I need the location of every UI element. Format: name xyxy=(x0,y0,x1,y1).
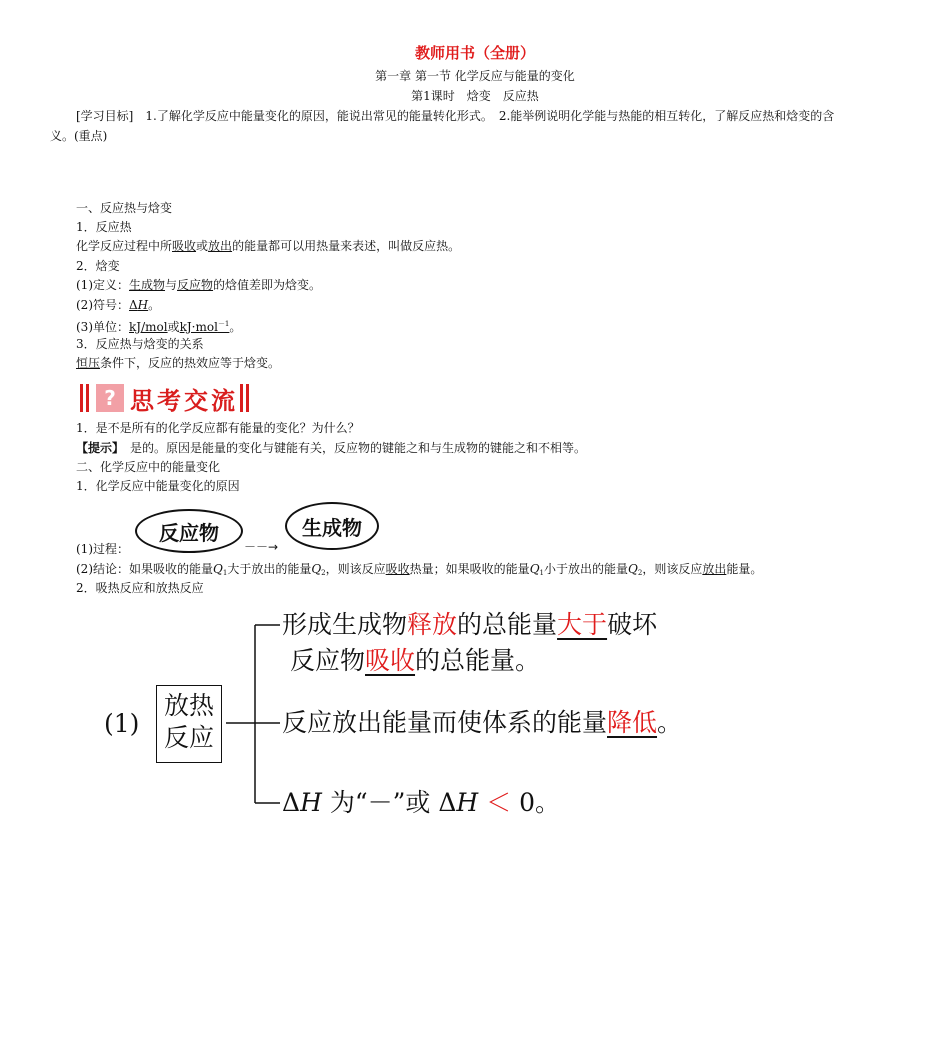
product-bubble: 生成物 xyxy=(285,502,379,550)
text: 的焓值差即为焓变。 xyxy=(213,278,322,292)
q-subscript: 1 xyxy=(539,569,544,577)
conclusion xyxy=(76,561,762,581)
text: 大于放出的能量 xyxy=(227,562,312,576)
text: 或 xyxy=(196,239,209,253)
unit-text: kJ·mol xyxy=(179,320,218,334)
text: 。 xyxy=(148,298,161,312)
answer-word: 降低 xyxy=(607,708,658,737)
text: 反应放出能量而使体系的能量 xyxy=(282,708,608,737)
banner-bar xyxy=(240,384,243,412)
text: 条件下，反应的热效应等于焓变。 xyxy=(100,356,281,370)
answer-blank: 放出 xyxy=(702,562,727,576)
box-line1: 放热 xyxy=(163,691,214,720)
answer-blank: 放出 xyxy=(208,239,233,253)
process-arrow: －－→ xyxy=(244,540,279,554)
text: 的能量都可以用热量来表述，叫做反应热。 xyxy=(232,239,461,253)
section1-item3-title: 3．反应热与焓变的关系 xyxy=(76,337,204,351)
question-mark-icon: ? xyxy=(96,384,124,412)
text: (2)符号： xyxy=(76,298,129,312)
text: 的总能量。 xyxy=(415,646,541,675)
unit-exponent: －1 xyxy=(217,320,230,328)
text: 反应物 xyxy=(290,646,366,675)
reaction-heat-definition xyxy=(76,238,460,254)
branch1-line2 xyxy=(290,645,540,677)
chapter-title: 第一章 第一节 化学反应与能量的变化 xyxy=(375,69,575,83)
text: 的总能量 xyxy=(457,610,558,639)
text: 热量；如果吸收的能量 xyxy=(409,562,530,576)
discussion-hint xyxy=(76,440,586,456)
text: (1)定义： xyxy=(76,278,129,292)
banner-bar xyxy=(246,384,249,412)
text: (2)结论：如果吸收的能量 xyxy=(76,562,213,576)
enthalpy-unit xyxy=(76,316,241,335)
banner-bar xyxy=(80,384,83,412)
answer-blank: kJ/mol xyxy=(129,320,168,334)
text: 能量。 xyxy=(726,562,763,576)
objectives-line1: [学习目标] 1.了解化学反应中能量变化的原因，能说出常见的能量转化形式。 2.能举例说明化学能与热能的相互转化，了解反应热和焓变的含 xyxy=(76,109,835,123)
delta-symbol: Δ xyxy=(282,788,301,817)
answer-word: 大于 xyxy=(557,610,608,639)
banner-title: 思考交流 xyxy=(130,386,238,415)
text: 。 xyxy=(229,320,242,334)
objectives-line2: 义。(重点) xyxy=(50,129,108,143)
q-symbol: Q xyxy=(311,562,322,576)
text: 与 xyxy=(165,278,178,292)
answer-word: 释放 xyxy=(407,610,458,639)
answer-symbol: ＜ xyxy=(486,788,512,817)
lesson-title: 第1课时 焓变 反应热 xyxy=(411,89,539,103)
q-subscript: 1 xyxy=(222,569,228,577)
think-discuss-banner xyxy=(80,383,252,413)
text: 化学反应过程中所 xyxy=(76,239,173,253)
section1-item2-title: 2．焓变 xyxy=(76,259,120,273)
reactant-bubble: 反应物 xyxy=(135,509,243,553)
branch2 xyxy=(282,707,682,739)
text: ，则该反应 xyxy=(325,562,386,576)
section2-heading: 二、化学反应中的能量变化 xyxy=(76,460,221,474)
hint-label: 【提示】 xyxy=(76,441,119,455)
q-symbol: Q xyxy=(213,562,223,576)
box-line2: 反应 xyxy=(163,723,214,752)
h-symbol: H xyxy=(300,788,322,817)
heat-enthalpy-relation xyxy=(76,355,280,371)
branch1-line1 xyxy=(282,609,657,641)
answer-blank: 吸收 xyxy=(172,239,197,253)
section2-item1-title: 1．化学反应中能量变化的原因 xyxy=(76,479,240,493)
text: 为“－”或 xyxy=(321,788,439,817)
section2-item2-title: 2．吸热反应和放热反应 xyxy=(76,581,204,595)
q-subscript: 2 xyxy=(637,569,643,577)
answer-blank: 吸收 xyxy=(385,562,410,576)
q-symbol: Q xyxy=(529,562,540,576)
branch3 xyxy=(282,787,560,819)
delta-symbol: Δ xyxy=(129,298,138,312)
item-number: (1) xyxy=(104,709,140,738)
text: 0。 xyxy=(511,788,561,817)
text: (3)单位： xyxy=(76,320,129,334)
answer-word: 吸收 xyxy=(365,646,416,675)
answer-blank: 恒压 xyxy=(76,356,101,370)
process-label: (1)过程： xyxy=(76,542,129,556)
banner-bar xyxy=(86,384,89,412)
q-subscript: 2 xyxy=(321,569,326,577)
text: 。 xyxy=(657,708,683,737)
text: 小于放出的能量 xyxy=(544,562,629,576)
section1-heading: 一、反应热与焓变 xyxy=(76,201,173,215)
enthalpy-definition xyxy=(76,277,321,293)
section1-item1-title: 1．反应热 xyxy=(76,220,132,234)
hint-text: 是的。原因是能量的变化与键能有关，反应物的键能之和与生成物的键能之和不相等。 xyxy=(118,441,587,455)
exothermic-box xyxy=(156,685,222,763)
book-title: 教师用书（全册） xyxy=(414,44,535,62)
answer-blank xyxy=(180,320,230,334)
h-symbol: H xyxy=(456,788,479,817)
q-symbol: Q xyxy=(628,562,638,576)
text: 或 xyxy=(167,320,180,334)
answer-blank xyxy=(129,298,148,312)
answer-blank: 生成物 xyxy=(129,278,166,292)
h-symbol: H xyxy=(137,298,149,312)
answer-blank: 反应物 xyxy=(177,278,214,292)
enthalpy-symbol xyxy=(76,297,160,313)
text: 形成生成物 xyxy=(282,610,408,639)
delta-symbol: Δ xyxy=(438,788,457,817)
text: 破坏 xyxy=(607,610,658,639)
discussion-question: 1．是不是所有的化学反应都有能量的变化？为什么？ xyxy=(76,421,360,435)
text: ，则该反应 xyxy=(642,562,703,576)
